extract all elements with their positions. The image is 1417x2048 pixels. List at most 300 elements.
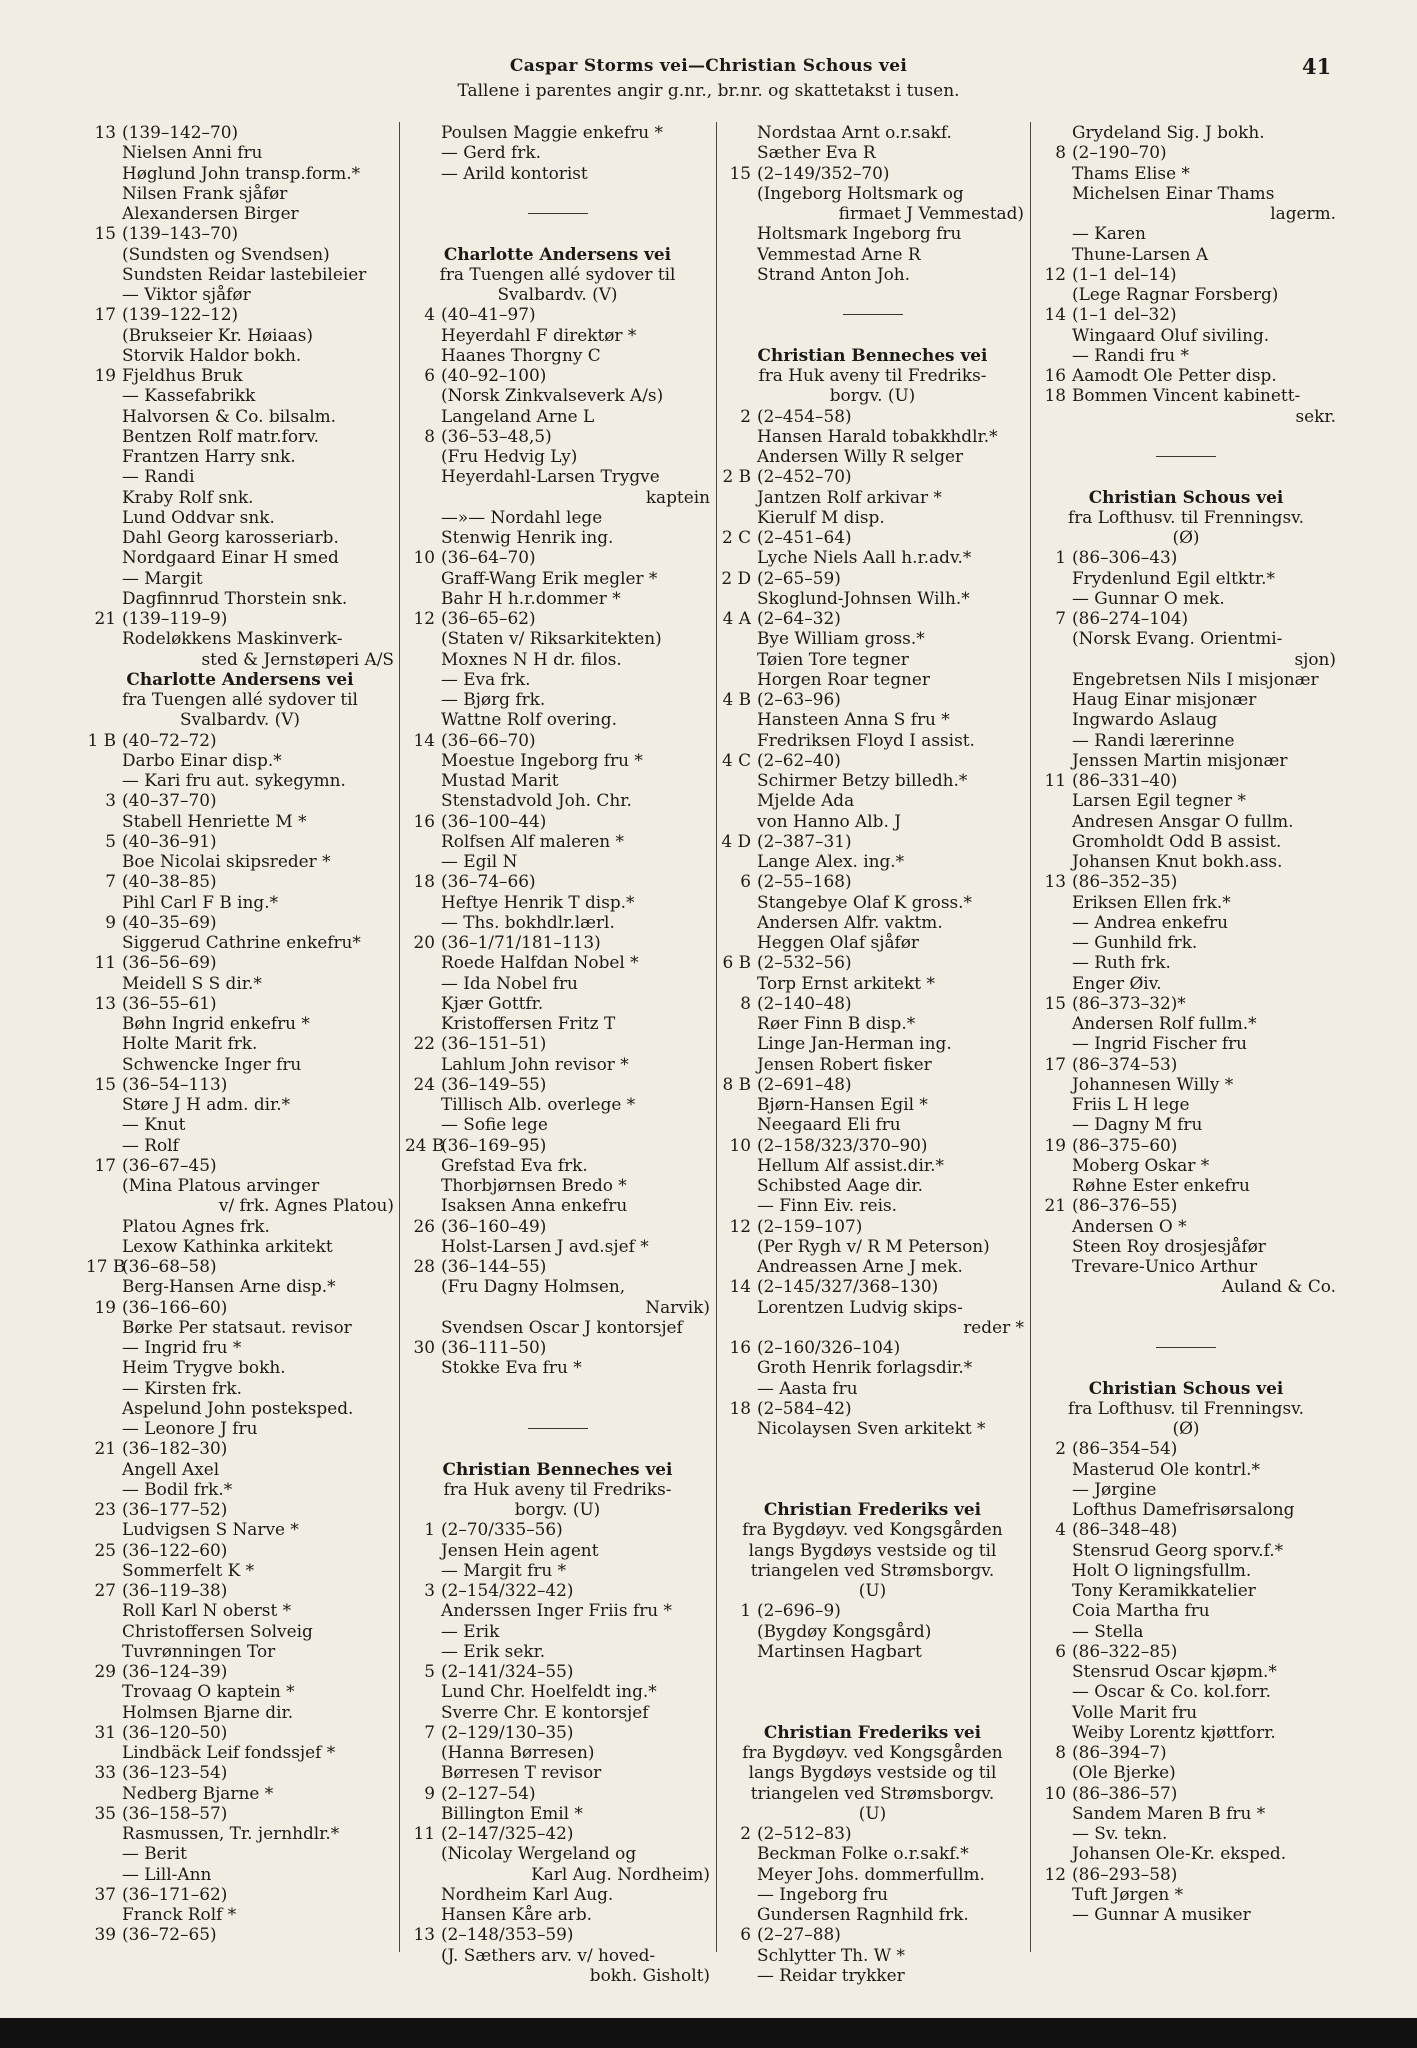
resident-entry: — Margit: [122, 567, 203, 588]
entry-text: (2–454–58): [757, 405, 852, 426]
house-entry: [405, 1135, 710, 1155]
resident-entry: Trevare-Unico Arthur: [1072, 1256, 1258, 1276]
resident-entry: Andresen Ansgar O fullm.: [1072, 810, 1294, 831]
house-entry: [405, 1783, 710, 1803]
entry-text: Aamodt Ole Petter disp.: [1072, 365, 1277, 385]
resident-entry: Boe Nicolai skipsreder *: [122, 851, 331, 871]
resident-entry: Stenstadvold Joh. Chr.: [441, 790, 632, 811]
entry-continuation: Narvik): [645, 1296, 710, 1317]
entry-text: (2–584–42): [757, 1397, 852, 1418]
street-heading: Christian Frederiks vei: [763, 1721, 982, 1742]
resident-entry: Hansteen Anna S fru *: [757, 709, 950, 730]
house-entry: [1036, 871, 1336, 891]
resident-entry: Roll Karl N oberst *: [122, 1600, 292, 1621]
house-number: 6: [740, 1924, 751, 1945]
resident-entry: Nielsen Anni fru: [122, 142, 263, 163]
entry-text: (2–190–70): [1072, 142, 1167, 163]
house-number: 16: [729, 1337, 751, 1357]
house-entry: [405, 1033, 710, 1053]
resident-entry: (Ole Bjerke): [1072, 1762, 1176, 1783]
resident-entry: Fredriksen Floyd I assist.: [757, 729, 975, 750]
entry-text: (36–182–30): [122, 1438, 228, 1459]
house-entry: [721, 1135, 1024, 1155]
resident-entry: Coia Martha fru: [1072, 1600, 1210, 1621]
resident-entry: Stensrud Georg sporv.f.*: [1072, 1539, 1284, 1560]
house-entry: [1036, 1864, 1336, 1884]
house-entry: [86, 1661, 394, 1681]
house-entry: [1036, 1519, 1336, 1539]
resident-entry: — Gunhild frk.: [1072, 932, 1198, 952]
house-number: 10: [729, 1134, 751, 1155]
resident-entry: (Norsk Evang. Orientmi-: [1072, 628, 1283, 649]
entry-text: (36–158–57): [122, 1802, 228, 1823]
directory-column-4: [1036, 122, 1336, 1952]
house-number: 21: [1044, 1195, 1066, 1216]
resident-entry: — Kirsten frk.: [122, 1377, 242, 1398]
entry-text: (2–532–56): [757, 952, 852, 973]
resident-entry: Gundersen Ragnhild frk.: [757, 1904, 969, 1924]
resident-entry: Heftye Henrik T disp.*: [441, 891, 635, 912]
spacer: [1036, 426, 1336, 446]
entry-text: (139–119–9): [122, 608, 228, 628]
house-entry: [405, 547, 710, 567]
resident-entry: — Eva frk.: [441, 668, 531, 689]
directory-column-1: [86, 122, 394, 1952]
resident-entry: Haug Einar misjonær: [1072, 689, 1257, 709]
resident-entry: Nedberg Bjarne *: [122, 1782, 274, 1803]
house-number: 2: [1055, 1438, 1066, 1459]
entry-text: (2–691–48): [757, 1073, 852, 1094]
section-separator: [1036, 446, 1336, 466]
house-entry: [405, 1074, 710, 1094]
resident-entry: Heggen Olaf sjåfør: [757, 932, 920, 952]
spacer: [721, 284, 1024, 304]
house-entry: [86, 1722, 394, 1742]
house-number: 22: [413, 1033, 435, 1054]
house-number: 21: [94, 608, 116, 628]
house-entry: [1036, 385, 1336, 405]
entry-continuation: firmaet J Vemmestad): [838, 203, 1024, 223]
house-number: 7: [424, 1721, 435, 1742]
house-number: 12: [1044, 263, 1066, 284]
house-entry: [721, 527, 1024, 547]
resident-entry: Jenssen Martin misjonær: [1072, 749, 1288, 770]
resident-entry: — Andrea enkefru: [1072, 911, 1228, 932]
house-entry: [86, 912, 394, 932]
resident-entry: Holt O ligningsfullm.: [1072, 1559, 1252, 1580]
resident-entry: Vemmestad Arne R: [757, 243, 921, 264]
resident-entry: — Randi lærerinne: [1072, 729, 1235, 750]
entry-text: (2–63–96): [757, 689, 841, 709]
entry-text: (36–160–49): [441, 1215, 547, 1236]
entry-text: Bommen Vincent kabinett-: [1072, 385, 1301, 406]
resident-entry: Lahlum John revisor *: [441, 1053, 629, 1074]
entry-text: (86–293–58): [1072, 1863, 1178, 1884]
entry-text: (2–452–70): [757, 466, 852, 487]
resident-entry: Stokke Eva fru *: [441, 1357, 582, 1378]
resident-entry: Bye William gross.*: [757, 628, 925, 649]
resident-entry: Volle Marit fru: [1072, 1701, 1198, 1722]
resident-entry: Jantzen Rolf arkivar *: [757, 486, 942, 507]
resident-entry: (Fru Dagny Holmsen,: [441, 1276, 626, 1297]
resident-entry: (Hanna Børresen): [441, 1742, 595, 1762]
resident-entry: — Bodil frk.*: [122, 1478, 233, 1499]
resident-entry: Heim Trygve bokh.: [122, 1357, 286, 1378]
resident-entry: Angell Axel: [122, 1458, 220, 1479]
house-entry: [86, 1884, 394, 1904]
house-number: 18: [1044, 385, 1066, 406]
resident-entry: — Sv. tekn.: [1072, 1823, 1168, 1843]
resident-entry: (Bygdøy Kongsgård): [757, 1620, 932, 1641]
entry-text: (40–92–100): [441, 365, 547, 385]
house-number: 6: [1055, 1640, 1066, 1661]
street-heading: Christian Frederiks vei: [763, 1499, 982, 1519]
house-entry: [1036, 304, 1336, 324]
house-number: 11: [94, 952, 116, 973]
resident-entry: Thams Elise *: [1072, 162, 1190, 183]
resident-entry: Larsen Egil tegner *: [1072, 790, 1246, 811]
resident-entry: — Viktor sjåfør: [122, 284, 251, 304]
scan-edge: [0, 2018, 1417, 2048]
entry-text: (36–124–39): [122, 1661, 228, 1681]
resident-entry: Tøien Tore tegner: [757, 648, 909, 669]
house-number: 6 B: [722, 952, 751, 973]
resident-entry: Rasmussen, Tr. jernhdlr.*: [122, 1823, 340, 1843]
entry-text: (2–70/335–56): [441, 1519, 563, 1540]
resident-entry: Storvik Haldor bokh.: [122, 344, 302, 365]
house-number: 2 D: [721, 567, 751, 588]
resident-entry: Ingwardo Aslaug: [1072, 709, 1218, 730]
house-entry: [86, 1499, 394, 1519]
house-number: 6: [424, 365, 435, 385]
house-entry: [1036, 1054, 1336, 1074]
street-description: fra Huk aveny til Fredriks-: [758, 365, 987, 385]
house-entry: [721, 1600, 1024, 1620]
house-entry: [405, 1337, 710, 1357]
house-number: 29: [94, 1661, 116, 1681]
entry-text: (36–122–60): [122, 1539, 228, 1560]
resident-entry: Tony Keramikkatelier: [1072, 1580, 1256, 1600]
resident-entry: — Berit: [122, 1843, 187, 1864]
house-entry: [86, 871, 394, 891]
resident-entry: Engebretsen Nils I misjonær: [1072, 668, 1319, 689]
resident-entry: Groth Henrik forlagsdir.*: [757, 1357, 973, 1378]
resident-entry: Sæther Eva R: [757, 142, 876, 163]
house-entry: [721, 689, 1024, 709]
house-entry: [86, 1256, 394, 1276]
house-entry: [86, 831, 394, 851]
street-description: langs Bygdøys vestside og til: [748, 1539, 997, 1560]
resident-entry: — Ingrid Fischer fru: [1072, 1033, 1248, 1054]
resident-entry: Halvorsen & Co. bilsalm.: [122, 405, 336, 426]
house-entry: [1036, 770, 1336, 790]
entry-text: (40–36–91): [122, 830, 217, 851]
resident-entry: Rodeløkkens Maskinverk-: [122, 628, 343, 649]
house-entry: [86, 122, 394, 142]
resident-entry: Kierulf M disp.: [757, 506, 885, 527]
resident-entry: Siggerud Cathrine enkefru*: [122, 932, 361, 952]
entry-continuation: reder *: [963, 1316, 1024, 1337]
house-entry: [86, 1924, 394, 1944]
entry-text: (36–144–55): [441, 1256, 547, 1276]
house-entry: [86, 1155, 394, 1175]
resident-entry: Schirmer Betzy billedh.*: [757, 770, 968, 790]
resident-entry: Heyerdahl-Larsen Trygve: [441, 466, 660, 487]
resident-entry: Masterud Ole kontrl.*: [1072, 1458, 1260, 1479]
house-number: 15: [1044, 992, 1066, 1013]
house-number: 4 D: [721, 830, 751, 851]
house-number: 13: [94, 122, 116, 142]
entry-text: (2–154/322–42): [441, 1580, 574, 1600]
house-number: 7: [105, 871, 116, 892]
resident-entry: Nordheim Karl Aug.: [441, 1883, 614, 1904]
house-number: 10: [413, 547, 435, 568]
resident-entry: Billington Emil *: [441, 1802, 583, 1823]
entry-text: (2–512–83): [757, 1823, 852, 1843]
house-number: 24 B: [405, 1134, 445, 1155]
resident-entry: Tillisch Alb. overlege *: [441, 1094, 636, 1114]
house-number: 4: [1055, 1519, 1066, 1540]
entry-text: (2–62–40): [757, 749, 841, 770]
entry-text: (36–100–44): [441, 810, 547, 831]
entry-text: (86–373–32)*: [1072, 992, 1186, 1013]
house-number: 13: [94, 992, 116, 1013]
resident-entry: — Erik: [441, 1620, 500, 1641]
house-entry: [405, 1823, 710, 1843]
entry-text: (36–120–50): [122, 1721, 228, 1742]
house-number: 12: [1044, 1863, 1066, 1884]
entry-text: (2–65–59): [757, 567, 841, 588]
section-separator: [1036, 1337, 1336, 1357]
resident-entry: Martinsen Hagbart: [757, 1640, 922, 1661]
entry-text: (40–35–69): [122, 911, 217, 932]
entry-text: (2–387–31): [757, 830, 852, 851]
resident-entry: — Bjørg frk.: [441, 689, 546, 709]
spacer: [1036, 466, 1336, 486]
resident-entry: Kristoffersen Fritz T: [441, 1013, 616, 1033]
entry-continuation: sekr.: [1295, 405, 1336, 426]
resident-entry: Wingaard Oluf siviling.: [1072, 324, 1270, 345]
entry-text: (86–348–48): [1072, 1519, 1178, 1540]
resident-entry: Jensen Robert fisker: [757, 1053, 932, 1074]
resident-entry: Dahl Georg karosseriarb.: [122, 527, 339, 547]
resident-entry: Meidell S S dir.*: [122, 972, 262, 993]
house-entry: [1036, 1438, 1336, 1458]
resident-entry: (Per Rygh v/ R M Peterson): [757, 1235, 990, 1256]
resident-entry: Nicolaysen Sven arkitekt *: [757, 1418, 986, 1438]
resident-entry: Tuft Jørgen *: [1072, 1883, 1184, 1904]
house-number: 19: [94, 1296, 116, 1317]
house-number: 1 B: [87, 729, 116, 750]
entry-text: (2–127–54): [441, 1782, 536, 1803]
house-entry: [405, 871, 710, 891]
house-entry: [86, 952, 394, 972]
house-entry: [86, 993, 394, 1013]
entry-text: Fjeldhus Bruk: [122, 365, 243, 385]
resident-entry: Schwencke Inger fru: [122, 1053, 302, 1074]
entry-text: (86–394–7): [1072, 1742, 1167, 1762]
house-entry: [1036, 264, 1336, 284]
spacer: [721, 1702, 1024, 1722]
resident-entry: Lange Alex. ing.*: [757, 851, 905, 871]
resident-entry: Horgen Roar tegner: [757, 668, 930, 689]
resident-entry: Lofthus Damefrisørsalong: [1072, 1499, 1295, 1519]
resident-entry: — Leonore J fru: [122, 1418, 258, 1438]
column-divider: [399, 122, 400, 1952]
house-entry: [86, 1074, 394, 1094]
entry-text: (36–65–62): [441, 608, 536, 628]
house-entry: [721, 871, 1024, 891]
entry-text: (40–38–85): [122, 871, 217, 892]
house-entry: [405, 365, 710, 385]
house-entry: [405, 1722, 710, 1742]
resident-entry: Enger Øiv.: [1072, 972, 1162, 993]
resident-entry: Eriksen Ellen frk.*: [1072, 891, 1231, 912]
entry-text: (36–64–70): [441, 547, 536, 568]
house-entry: [1036, 1742, 1336, 1762]
resident-entry: — Arild kontorist: [441, 162, 588, 183]
entry-text: (36–55–61): [122, 992, 217, 1013]
entry-text: (36–171–62): [122, 1883, 228, 1904]
house-entry: [405, 932, 710, 952]
street-description: triangelen ved Strømsborgv.: [750, 1559, 995, 1580]
house-number: 16: [1044, 365, 1066, 385]
entry-text: (86–354–54): [1072, 1438, 1178, 1459]
house-entry: [721, 406, 1024, 426]
street-description: borgv. (U): [514, 1499, 601, 1519]
house-number: 9: [424, 1782, 435, 1803]
street-description: fra Huk aveny til Fredriks-: [443, 1478, 672, 1499]
resident-entry: (Brukseier Kr. Høiaas): [122, 324, 313, 345]
directory-column-3: [721, 122, 1024, 1985]
resident-entry: Børresen T revisor: [441, 1762, 602, 1783]
running-subtitle: Tallene i parentes angir g.nr., br.nr. og skattetakst i tusen.: [457, 81, 960, 101]
house-number: 26: [413, 1215, 435, 1236]
house-number: 21: [94, 1438, 116, 1459]
resident-entry: — Egil N: [441, 851, 518, 871]
resident-entry: (Fru Hedvig Ly): [441, 446, 578, 466]
house-number: 8: [1055, 142, 1066, 163]
entry-text: (2–27–88): [757, 1924, 841, 1945]
entry-text: (139–143–70): [122, 223, 239, 244]
house-entry: [86, 608, 394, 628]
resident-entry: Lindbäck Leif fondssjef *: [122, 1742, 336, 1762]
house-number: 24: [413, 1073, 435, 1094]
house-entry: [405, 1661, 710, 1681]
resident-entry: (Staten v/ Riksarkitekten): [441, 628, 662, 649]
entry-text: (36–149–55): [441, 1073, 547, 1094]
resident-entry: Hellum Alf assist.dir.*: [757, 1154, 944, 1175]
resident-entry: — Stella: [1072, 1620, 1144, 1641]
entry-text: (36–68–58): [122, 1256, 217, 1276]
resident-entry: Mustad Marit: [441, 770, 559, 790]
entry-text: (40–72–72): [122, 729, 217, 750]
house-entry: [721, 1823, 1024, 1843]
entry-continuation: Auland & Co.: [1221, 1276, 1336, 1297]
house-number: 16: [413, 810, 435, 831]
entry-text: (36–66–70): [441, 729, 536, 750]
entry-text: (1–1 del–14): [1072, 263, 1177, 284]
house-number: 17: [94, 304, 116, 325]
house-entry: [721, 1074, 1024, 1094]
resident-entry: Franck Rolf *: [122, 1904, 237, 1924]
resident-entry: — Randi fru *: [1072, 344, 1189, 365]
house-entry: [1036, 1641, 1336, 1661]
street-description: (U): [858, 1580, 887, 1600]
house-entry: [86, 1438, 394, 1458]
resident-entry: Holst-Larsen J avd.sjef *: [441, 1235, 649, 1256]
resident-entry: — Ida Nobel fru: [441, 972, 578, 993]
house-number: 17: [1044, 1053, 1066, 1074]
entry-text: (2–451–64): [757, 527, 852, 547]
resident-entry: Hansen Harald tobakkhdlr.*: [757, 425, 998, 446]
house-number: 17 B: [86, 1256, 126, 1276]
house-number: 25: [94, 1539, 116, 1560]
resident-entry: Trovaag O kaptein *: [122, 1681, 295, 1702]
spacer: [721, 325, 1024, 345]
resident-entry: Lund Chr. Hoelfeldt ing.*: [441, 1681, 657, 1702]
house-number: 14: [1044, 304, 1066, 325]
house-number: 28: [413, 1256, 435, 1276]
house-number: 11: [413, 1823, 435, 1843]
resident-entry: Weiby Lorentz kjøttforr.: [1072, 1721, 1276, 1742]
resident-entry: (Sundsten og Svendsen): [122, 243, 330, 264]
resident-entry: Bahr H h.r.dommer *: [441, 587, 621, 608]
resident-entry: Torp Ernst arkitekt *: [757, 972, 935, 993]
resident-entry: — Gunnar A musiker: [1072, 1904, 1251, 1924]
resident-entry: Bøhn Ingrid enkefru *: [122, 1013, 310, 1033]
resident-entry: Andersen O *: [1072, 1215, 1187, 1236]
house-number: 14: [413, 729, 435, 750]
spacer: [405, 1378, 710, 1398]
entry-text: (2–160/326–104): [757, 1337, 901, 1357]
entry-continuation: kaptein: [645, 486, 710, 507]
house-number: 31: [94, 1721, 116, 1742]
resident-entry: Rolfsen Alf maleren *: [441, 830, 624, 851]
house-entry: [721, 1924, 1024, 1944]
resident-entry: — Erik sekr.: [441, 1640, 546, 1661]
resident-entry: — Margit fru *: [441, 1559, 567, 1580]
resident-entry: Beckman Folke o.r.sakf.*: [757, 1843, 969, 1864]
house-entry: [721, 831, 1024, 851]
house-entry: [1036, 1135, 1336, 1155]
resident-entry: — Ths. bokhdlr.lærl.: [441, 911, 615, 932]
house-number: 15: [94, 223, 116, 244]
resident-entry: Johannesen Willy *: [1072, 1073, 1234, 1094]
entry-text: (86–376–55): [1072, 1195, 1178, 1216]
entry-text: (36–166–60): [122, 1296, 228, 1317]
house-number: 23: [94, 1499, 116, 1519]
house-entry: [86, 223, 394, 243]
street-description: fra Lofthusv. til Frenningsv.: [1067, 1397, 1305, 1418]
spacer: [721, 1479, 1024, 1499]
running-title: Caspar Storms vei—Christian Schous vei: [509, 56, 908, 76]
house-entry: [721, 952, 1024, 972]
house-number: 8: [1055, 1742, 1066, 1762]
entry-text: (36–67–45): [122, 1154, 217, 1175]
house-entry: [405, 304, 710, 324]
house-number: 30: [413, 1337, 435, 1357]
street-heading: Christian Schous vei: [1088, 1377, 1284, 1398]
spacer: [1036, 1317, 1336, 1337]
entry-continuation: bokh. Gisholt): [589, 1964, 710, 1985]
entry-text: (36–54–113): [122, 1073, 228, 1094]
entry-text: (86–274–104): [1072, 608, 1189, 628]
entry-text: (2–64–32): [757, 608, 841, 628]
street-heading: Charlotte Andersens vei: [443, 243, 672, 264]
house-number: 2 B: [722, 466, 751, 487]
house-number: 9: [105, 911, 116, 932]
